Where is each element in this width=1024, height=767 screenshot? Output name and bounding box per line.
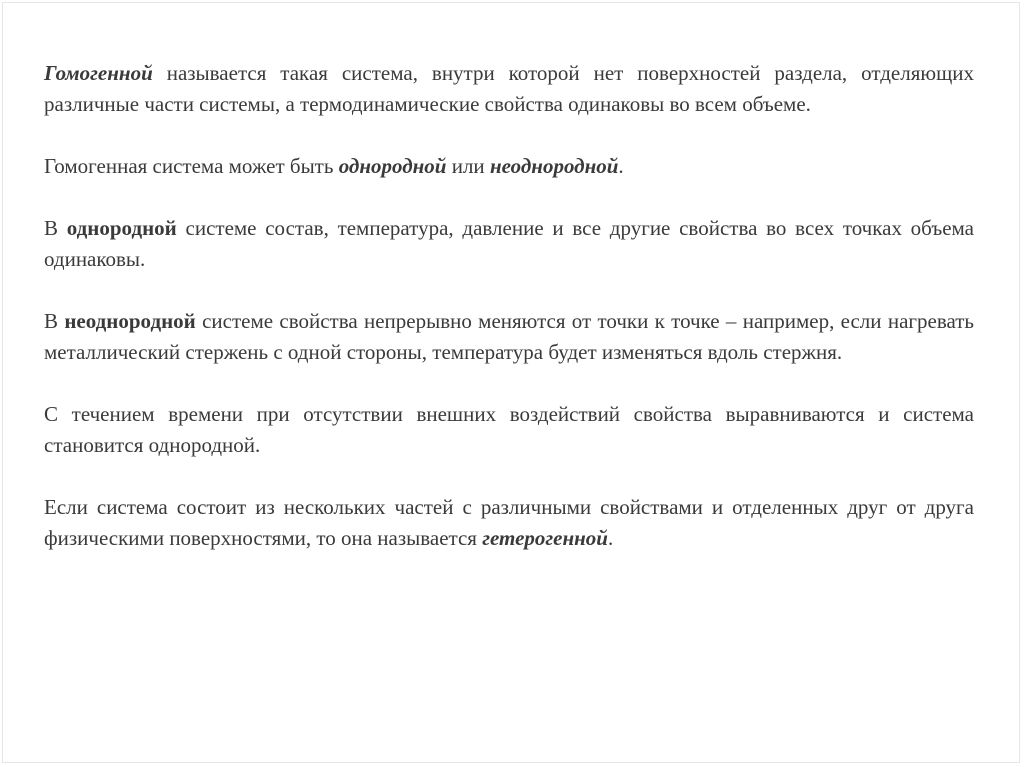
paragraph-equalization [44,399,974,461]
term-nonuniform-bold: неоднородной [64,309,196,333]
paragraph-text: В [44,309,65,333]
paragraph-text: системе свойства непрерывно меняются от точки к точке – например, если нагревать металлический стержень с одной стороны, температура будет изменяться вдоль стержня. [44,309,974,364]
term-uniform-bold: однородной [66,216,177,240]
term-nonuniform: неоднородной [489,154,619,178]
paragraph-text: В [44,216,67,240]
paragraph-nonuniform-system [44,306,974,368]
paragraph-uniform-system [44,213,974,275]
term-heterogeneous: гетерогенной [482,526,608,550]
paragraph-text: С течением времени при отсутствии внешних воздействий свойства выравниваются и система становится однородной. [44,402,974,457]
paragraph-text: . [618,154,624,178]
paragraph-text: или [446,154,490,178]
paragraph-text: Если система состоит из нескольких частей с различными свойствами и отделенных друг от друга физическими поверхностями, то она называется [44,495,974,550]
term-uniform: однородной [338,154,447,178]
paragraph-homogeneous-definition [44,58,974,120]
paragraph-text: Гомогенная система может быть [44,154,339,178]
paragraph-homogeneous-types [44,151,974,182]
slide-body [44,58,974,585]
paragraph-text: называется такая система, внутри которой нет поверхностей раздела, отделяющих различные части системы, а термодинамические свойства одинаковы во всем объеме. [44,61,974,116]
paragraph-text: . [607,526,614,550]
paragraph-text: системе состав, температура, давление и все другие свойства во всех точках объема одинаковы. [44,216,974,271]
term-homogeneous: Гомогенной [44,61,153,85]
paragraph-heterogeneous-definition [44,492,974,554]
